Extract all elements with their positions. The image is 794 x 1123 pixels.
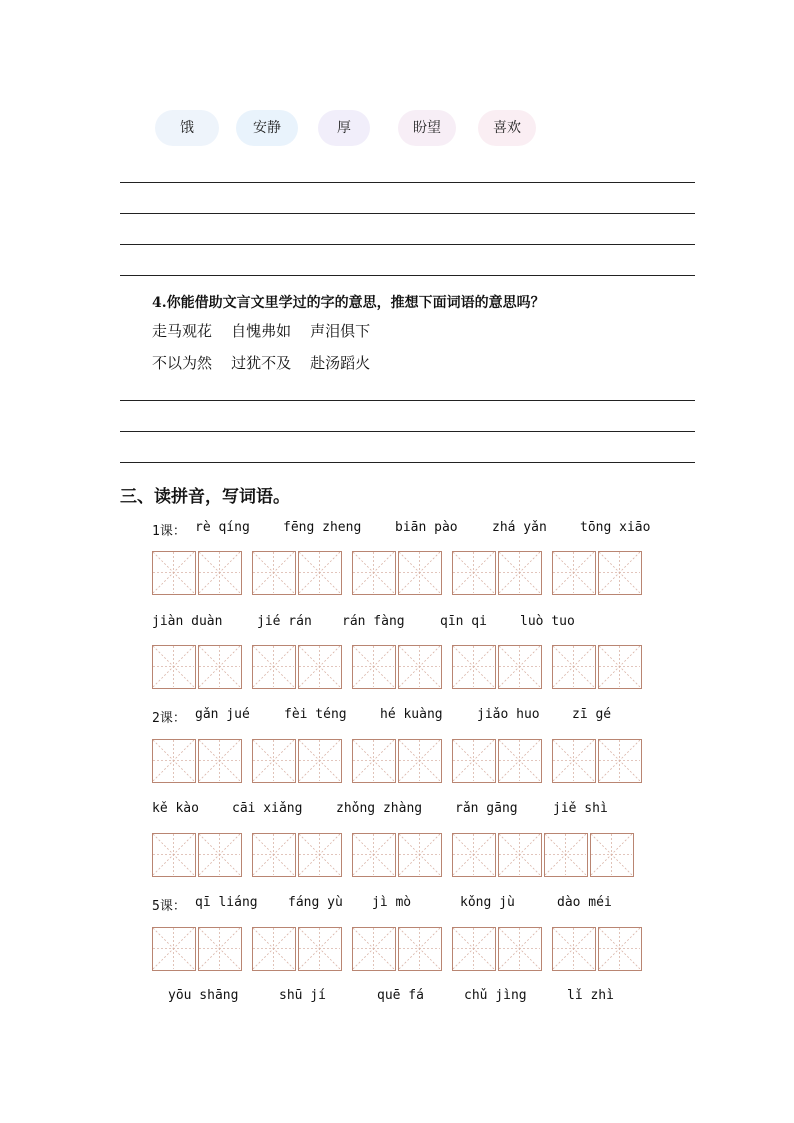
tian-grid-cell[interactable] (298, 833, 342, 877)
pinyin-row (0, 988, 794, 1008)
pinyin-row (0, 614, 794, 634)
tian-grid-cell[interactable] (152, 645, 196, 689)
pinyin-word: shū jí (279, 988, 326, 1003)
answer-line (120, 431, 695, 432)
tian-grid-cell[interactable] (598, 551, 642, 595)
tian-grid-cell[interactable] (152, 927, 196, 971)
tian-grid-cell[interactable] (552, 645, 596, 689)
word-bank-item: 喜欢 (478, 110, 536, 146)
tian-grid-cell[interactable] (298, 645, 342, 689)
pinyin-word: jiàn duàn (152, 614, 223, 629)
tian-grid-cell[interactable] (298, 739, 342, 783)
question-4-title: 4.你能借助文言文里学过的字的意思，推想下面词语的意思吗？ (152, 295, 545, 311)
pinyin-word: jì mò (372, 895, 412, 910)
tian-grid-cell[interactable] (498, 833, 542, 877)
tian-grid-cell[interactable] (398, 551, 442, 595)
tian-grid-cell[interactable] (590, 833, 634, 877)
pinyin-word: chǔ jìng (464, 988, 527, 1003)
tian-grid-cell[interactable] (552, 739, 596, 783)
idiom-line-2: 不以为然 过犹不及 赴汤蹈火 (152, 354, 371, 372)
answer-line (120, 462, 695, 463)
tian-grid-cell[interactable] (598, 927, 642, 971)
tian-grid-cell[interactable] (252, 927, 296, 971)
pinyin-word: fēng zheng (283, 520, 362, 535)
tian-grid-cell[interactable] (498, 645, 542, 689)
tian-grid-cell[interactable] (152, 551, 196, 595)
tian-grid-cell[interactable] (352, 739, 396, 783)
tian-grid-cell[interactable] (452, 551, 496, 595)
answer-line (120, 244, 695, 245)
tian-grid-cell[interactable] (452, 833, 496, 877)
answer-line (120, 400, 695, 401)
tian-grid-cell[interactable] (252, 551, 296, 595)
tian-grid-cell[interactable] (352, 833, 396, 877)
tian-grid-cell[interactable] (398, 833, 442, 877)
pinyin-row (0, 801, 794, 821)
pinyin-row (0, 895, 794, 915)
tian-grid-cell[interactable] (198, 645, 242, 689)
pinyin-word: rǎn gāng (455, 801, 518, 816)
tian-grid-cell[interactable] (452, 927, 496, 971)
tian-grid-cell[interactable] (198, 927, 242, 971)
pinyin-word: luò tuo (520, 614, 575, 629)
answer-line (120, 182, 695, 183)
tian-grid-cell[interactable] (298, 551, 342, 595)
writing-grid-row (152, 833, 652, 877)
pinyin-word: jié rán (257, 614, 312, 629)
tian-grid-cell[interactable] (298, 927, 342, 971)
tian-grid-cell[interactable] (498, 551, 542, 595)
pinyin-word: jiǎo huo (477, 707, 540, 722)
tian-grid-cell[interactable] (352, 551, 396, 595)
word-bank-item: 盼望 (398, 110, 456, 146)
pinyin-word: biān pào (395, 520, 458, 535)
writing-grid-row (152, 927, 652, 971)
tian-grid-cell[interactable] (452, 645, 496, 689)
tian-grid-cell[interactable] (544, 833, 588, 877)
pinyin-word: rè qíng (195, 520, 250, 535)
pinyin-word: yōu shāng (168, 988, 239, 1003)
pinyin-word: gǎn jué (195, 707, 250, 722)
answer-line (120, 213, 695, 214)
pinyin-row (0, 520, 794, 540)
pinyin-word: rán fàng (342, 614, 405, 629)
pinyin-word: lǐ zhì (567, 988, 614, 1003)
tian-grid-cell[interactable] (352, 645, 396, 689)
tian-grid-cell[interactable] (498, 927, 542, 971)
idiom-line-1: 走马观花 自愧弗如 声泪俱下 (152, 322, 371, 340)
tian-grid-cell[interactable] (398, 739, 442, 783)
pinyin-word: tōng xiāo (580, 520, 651, 535)
writing-grid-row (152, 739, 652, 783)
tian-grid-cell[interactable] (552, 551, 596, 595)
pinyin-word: zhǒng zhàng (336, 801, 423, 816)
word-bank-item: 厚 (318, 110, 370, 146)
tian-grid-cell[interactable] (352, 927, 396, 971)
tian-grid-cell[interactable] (198, 833, 242, 877)
word-bank-item: 饿 (155, 110, 219, 146)
pinyin-word: quē fá (377, 988, 424, 1003)
tian-grid-cell[interactable] (198, 551, 242, 595)
tian-grid-cell[interactable] (598, 739, 642, 783)
pinyin-word: zhá yǎn (492, 520, 547, 535)
lesson-label: 1课： (152, 524, 186, 539)
tian-grid-cell[interactable] (252, 645, 296, 689)
lesson-label: 5课： (152, 899, 186, 914)
tian-grid-cell[interactable] (252, 833, 296, 877)
tian-grid-cell[interactable] (252, 739, 296, 783)
tian-grid-cell[interactable] (552, 927, 596, 971)
writing-grid-row (152, 551, 652, 595)
pinyin-row (0, 707, 794, 727)
pinyin-word: qī liáng (195, 895, 258, 910)
tian-grid-cell[interactable] (198, 739, 242, 783)
pinyin-word: dào méi (557, 895, 612, 910)
tian-grid-cell[interactable] (498, 739, 542, 783)
writing-grid-row (152, 645, 652, 689)
tian-grid-cell[interactable] (152, 833, 196, 877)
pinyin-word: jiě shì (553, 801, 608, 816)
pinyin-word: fáng yù (288, 895, 343, 910)
tian-grid-cell[interactable] (398, 645, 442, 689)
tian-grid-cell[interactable] (398, 927, 442, 971)
pinyin-word: cāi xiǎng (232, 801, 303, 816)
section-3-heading: 三、读拼音，写词语。 (120, 487, 290, 507)
pinyin-word: qīn qi (440, 614, 487, 629)
pinyin-word: hé kuàng (380, 707, 443, 722)
lesson-label: 2课： (152, 711, 186, 726)
pinyin-word: zī gé (572, 707, 612, 722)
pinyin-word: fèi téng (284, 707, 347, 722)
word-bank-item: 安静 (236, 110, 298, 146)
pinyin-word: kǒng jù (460, 895, 515, 910)
tian-grid-cell[interactable] (152, 739, 196, 783)
tian-grid-cell[interactable] (452, 739, 496, 783)
answer-line (120, 275, 695, 276)
tian-grid-cell[interactable] (598, 645, 642, 689)
pinyin-word: kě kào (152, 801, 199, 816)
